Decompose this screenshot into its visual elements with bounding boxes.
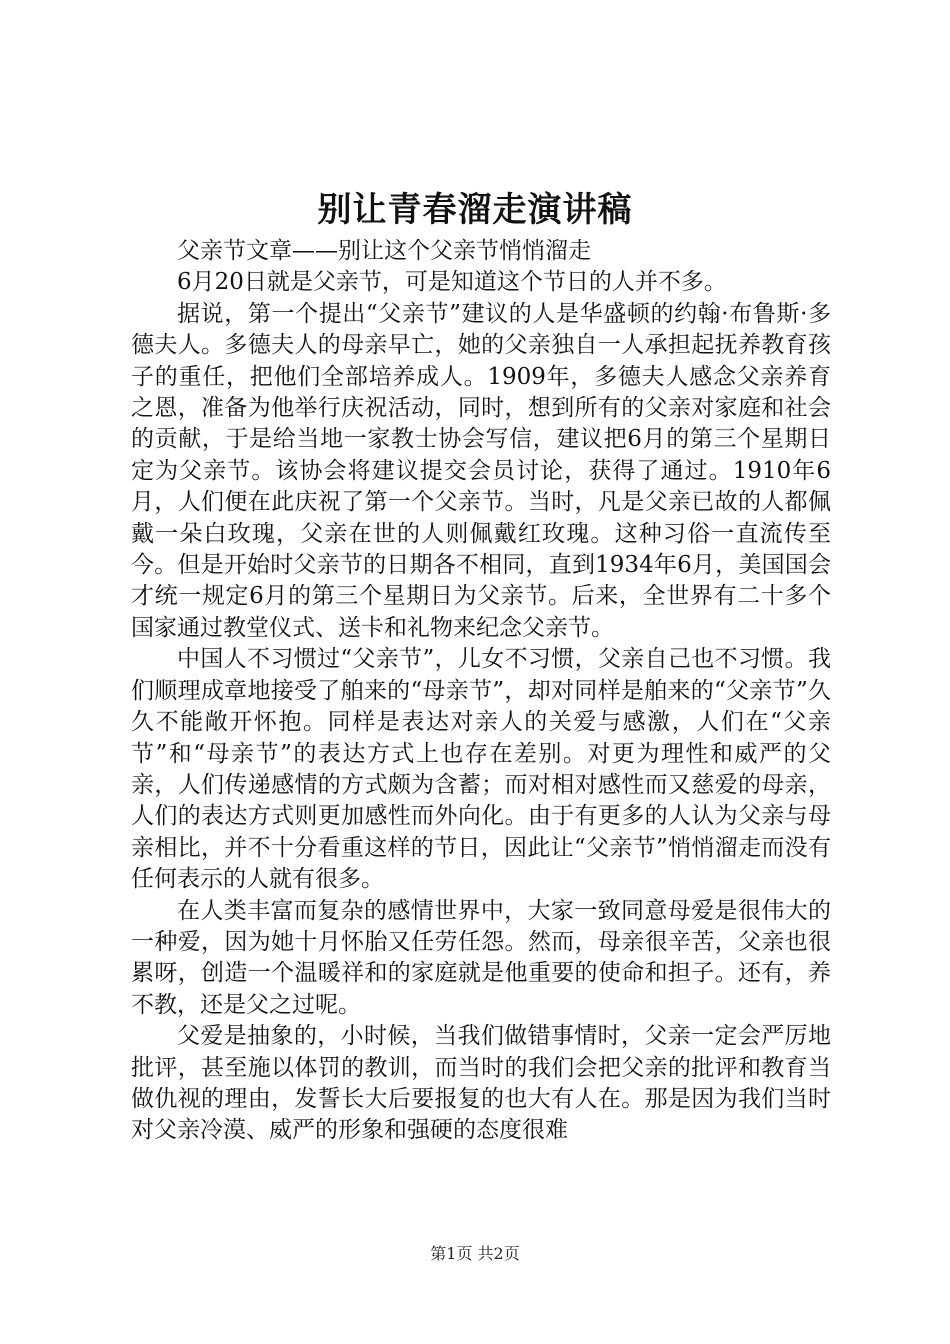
- paragraph-origin: 据说，第一个提出“父亲节”建议的人是华盛顿的约翰·布鲁斯·多德夫人。多德夫人的母亲早亡，她的父亲独自一人承担起抚养教育孩子的重任，把他们全部培养成人。1909年，多德夫人感念父亲养育之恩，准备为他举行庆祝活动，同时，想到所有的父亲对家庭和社会的贡献，于是给当地一家教士协会写信，建议把6月的第三个星期日定为父亲节。该协会将建议提交会员讨论，获得了通过。1910年6月，人们便在此庆祝了第一个父亲节。当时，凡是父亲已故的人都佩戴一朵白玫瑰，父亲在世的人则佩戴红玫瑰。这种习俗一直流传至今。但是开始时父亲节的日期各不相同，直到1934年6月，美国国会才统一规定6月的第三个星期日为父亲节。后来，全世界有二十多个国家通过教堂仪式、送卡和礼物来纪念父亲节。: [131, 300, 831, 641]
- paragraph-emotion: 在人类丰富而复杂的感情世界中，大家一致同意母爱是很伟大的一种爱，因为她十月怀胎又任劳任怨。然而，母亲很辛苦，父亲也很累呀，创造一个温暖祥和的家庭就是他重要的使命和担子。还有，养不教，还是父之过呢。: [131, 897, 831, 1018]
- document-body: [131, 236, 831, 1147]
- paragraph-subtitle: 父亲节文章——别让这个父亲节悄悄溜走: [177, 238, 591, 264]
- paragraph-fatherly-love: 父爱是抽象的，小时候，当我们做错事情时，父亲一定会严厉地批评，甚至施以体罚的教训，而当时的我们会把父亲的批评和教育当做仇视的理由，发誓长大后要报复的也大有人在。那是因为我们当时对父亲冷漠、威严的形象和强硬的态度很难: [131, 1023, 831, 1144]
- paragraph-chinese-custom: 中国人不习惯过“父亲节”，儿女不习惯，父亲自己也不习惯。我们顺理成章地接受了舶来的“母亲节”，却对同样是舶来的“父亲节”久久不能敞开怀抱。同样是表达对亲人的关爱与感激，人们在“父亲节”和“母亲节”的表达方式上也存在差别。对更为理性和威严的父亲，人们传递感情的方式颇为含蓄；而对相对感性而又慈爱的母亲，人们的表达方式则更加感性而外向化。由于有更多的人认为父亲与母亲相比，并不十分看重这样的节日，因此让“父亲节”悄悄溜走而没有任何表示的人就有很多。: [131, 646, 831, 893]
- page-footer: 第1页 共2页: [430, 1244, 520, 1263]
- document-title: 别让青春溜走演讲稿: [317, 190, 633, 230]
- paragraph-date: 6月20日就是父亲节，可是知道这个节日的人并不多。: [177, 269, 727, 296]
